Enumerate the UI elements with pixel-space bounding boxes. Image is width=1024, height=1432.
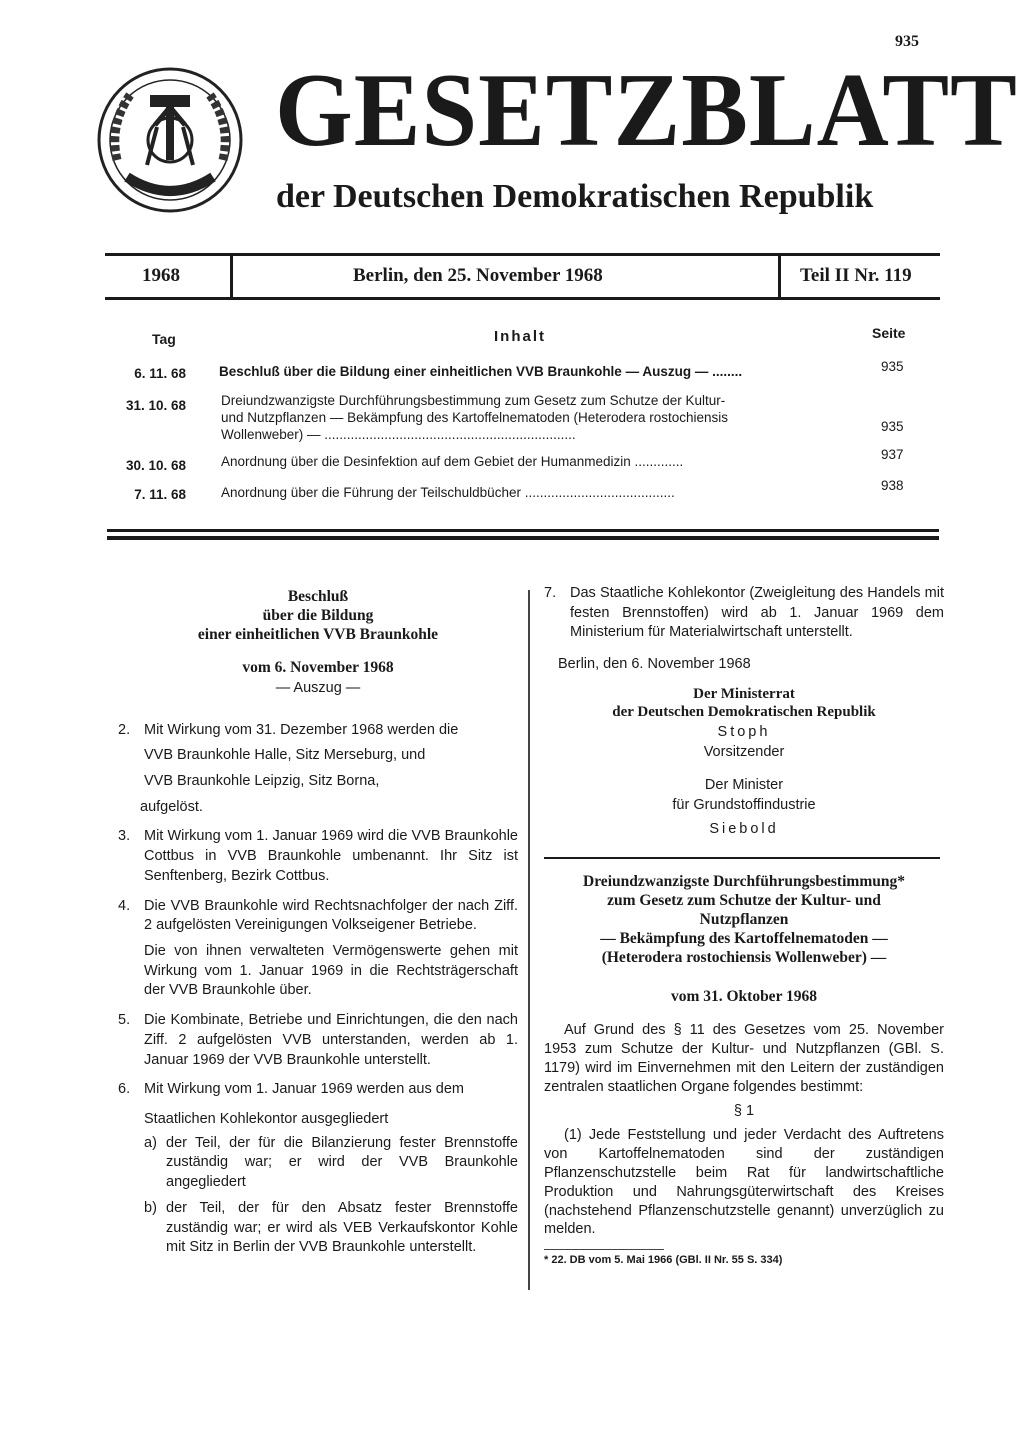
subitem-label: b) xyxy=(144,1199,157,1216)
toc-entry-title: Beschluß über die Bildung einer einheitlichen VVB Braunkohle — Auszug — ........ xyxy=(219,364,743,379)
decision-heading xyxy=(118,588,518,645)
ordinance-paragraph: (1) Jede Feststellung und jeder Verdacht des Auftretens von Kartoffelnematoden sind der zuständigen Pflanzenschutzstelle beim Rat für landwirtschaftliche Produktion und Nahrungsgüterwirtschaft des Kreises (nachstehend Pflanzenschutzstelle genannt) unverzüglich zu melden. xyxy=(544,1127,944,1238)
item-number: 4. xyxy=(118,897,131,914)
section-divider-rule xyxy=(107,529,939,532)
decision-item-6a xyxy=(144,1134,518,1193)
page-number: 935 xyxy=(895,33,919,50)
subitem-label: a) xyxy=(144,1134,157,1151)
toc-entry-page: 935 xyxy=(881,419,904,434)
minister-signature-block xyxy=(544,776,944,815)
issue-place-date: Berlin, den 25. November 1968 xyxy=(353,265,603,286)
item-line: aufgelöst. xyxy=(140,798,203,815)
left-column xyxy=(118,588,518,1258)
toc-entry-date: 6. 11. 68 xyxy=(134,366,186,381)
item-line: VVB Braunkohle Leipzig, Sitz Borna, xyxy=(144,772,380,789)
toc-column-page: Seite xyxy=(872,325,906,341)
issue-bar-divider xyxy=(778,254,781,299)
issue-year: 1968 xyxy=(142,265,180,286)
signer-role: Vorsitzender xyxy=(703,743,785,760)
gdr-coat-of-arms-seal xyxy=(95,65,245,215)
decision-item-6 xyxy=(118,1080,518,1100)
toc-title: Inhalt xyxy=(494,328,546,345)
footnote: * 22. DB vom 5. Mai 1966 (GBl. II Nr. 55 S. 334) xyxy=(544,1254,783,1267)
item-line: VVB Braunkohle Halle, Sitz Merseburg, und xyxy=(144,747,426,764)
masthead-title: GESETZBLATT xyxy=(275,51,1018,169)
subitem-text: der Teil, der für die Bilanzierung fester Brennstoffe zuständig war; er wird der VVB Braunkohle angegliedert xyxy=(166,1134,518,1191)
right-column xyxy=(544,584,944,1268)
decision-item-7 xyxy=(544,584,944,643)
item-text: Die VVB Braunkohle wird Rechtsnachfolger der nach Ziff. 2 aufgelösten Vereinigungen Volkseigener Betriebe. xyxy=(144,897,518,934)
ordinance-preamble: Auf Grund des § 11 des Gesetzes vom 25. November 1953 zum Schutze der Kultur- und Nutzpflanzen (GBl. S. 1179) wird im Einvernehmen mit den Leitern der zuständigen zentralen staatlichen Organe folgendes bestimmt: xyxy=(544,1022,944,1095)
decision-item-3 xyxy=(118,827,518,886)
decision-item-4 xyxy=(118,897,518,1002)
item-line: Staatlichen Kohlekontor ausgegliedert xyxy=(144,1111,389,1128)
item-line: Mit Wirkung vom 1. Januar 1969 werden aus dem xyxy=(144,1081,464,1098)
section-divider-rule xyxy=(107,536,939,540)
issue-bar-divider xyxy=(230,254,233,299)
section-symbol: § 1 xyxy=(733,1103,755,1120)
minister-line: Der Minister xyxy=(704,777,784,794)
toc-column-tag: Tag xyxy=(152,331,176,347)
toc-entry-page: 935 xyxy=(881,359,904,374)
item-text: Mit Wirkung vom 1. Januar 1969 wird die VVB Braunkohle Cottbus in VVB Braunkohle umbenannt. Ihr Sitz ist Senftenberg, Bezirk Cottbus. xyxy=(144,828,518,884)
item-number: 7. xyxy=(544,585,557,601)
toc-entry-page: 938 xyxy=(881,478,904,493)
decision-item-6b xyxy=(144,1199,518,1258)
decision-excerpt-note: — Auszug — xyxy=(275,679,361,696)
ordinance-heading-line: Nutzpflanzen xyxy=(699,911,789,929)
item-text: Die Kombinate, Betriebe und Einrichtungen, die den nach Ziff. 2 aufgelösten VVB unterstanden, werden ab 1. Januar 1969 der VVB Braunkohle unterstellt. xyxy=(144,1012,518,1068)
issue-number: Teil II Nr. 119 xyxy=(800,265,912,286)
decision-heading-line: einer einheitlichen VVB Braunkohle xyxy=(197,625,439,643)
item-text: Die von ihnen verwalteten Vermögenswerte gehen mit Wirkung vom 1. Januar 1969 in die Rechtsträgerschaft der VVB Braunkohle über. xyxy=(144,942,518,999)
decision-heading-line: Beschluß xyxy=(287,588,349,605)
subitem-text: der Teil, der für den Absatz fester Brennstoffe zuständig war; er wird als VEB Verkaufskontor Kohle mit Sitz in Berlin der VVB Braunkohle unterstellt. xyxy=(166,1199,518,1256)
toc-entry-title: Anordnung über die Führung der Teilschuldbücher ........................................ xyxy=(221,485,675,500)
toc-entry-title: Wollenweber) — ................................................................... xyxy=(221,427,576,442)
ordinance-heading-line: zum Gesetz zum Schutze der Kultur- und xyxy=(607,892,881,910)
minister-line: für Grundstoffindustrie xyxy=(672,797,816,814)
decision-item-5 xyxy=(118,1011,518,1070)
toc-entry-title: Anordnung über die Desinfektion auf dem Gebiet der Humanmedizin ............. xyxy=(221,454,684,469)
item-number: 6. xyxy=(118,1081,131,1098)
toc-entry-page: 937 xyxy=(881,447,904,462)
signer-name: Stoph xyxy=(717,723,771,740)
item-text: Das Staatliche Kohlekontor (Zweigleitung des Handels mit festen Brennstoffen) wird ab 1. Januar 1969 dem Ministerium für Materialwirtschaft unterstellt. xyxy=(570,585,944,641)
column-separator xyxy=(528,590,530,1290)
toc-entry-date: 31. 10. 68 xyxy=(125,398,186,413)
toc-entry-date: 7. 11. 68 xyxy=(134,487,186,502)
decision-item-2 xyxy=(118,721,518,792)
decision-date: vom 6. November 1968 xyxy=(242,658,394,676)
signer-name: Siebold xyxy=(709,820,779,837)
ordinance-date: vom 31. Oktober 1968 xyxy=(670,988,818,1005)
section-divider-rule xyxy=(544,857,940,859)
ordinance-heading xyxy=(544,873,944,968)
masthead-subtitle: der Deutschen Demokratischen Republik xyxy=(276,178,874,215)
item-line: Mit Wirkung vom 31. Dezember 1968 werden die xyxy=(144,721,459,738)
ordinance-heading-line: Dreiundzwanzigste Durchführungsbestimmung* xyxy=(583,873,905,891)
signing-place-date: Berlin, den 6. November 1968 xyxy=(558,656,751,673)
ordinance-heading-line: — Bekämpfung des Kartoffelnematoden — xyxy=(600,930,888,948)
decision-heading-line: über die Bildung xyxy=(262,606,374,624)
item-number: 3. xyxy=(118,828,131,845)
item-number: 5. xyxy=(118,1012,131,1029)
toc-entry-date: 30. 10. 68 xyxy=(125,458,186,473)
toc-entry-title: und Nutzpflanzen — Bekämpfung des Kartoffelnematoden (Heterodera rostochiensis xyxy=(221,410,729,425)
toc-entry-title: Dreiundzwanzigste Durchführungsbestimmung zum Gesetz zum Schutze der Kultur- xyxy=(221,393,726,408)
council-signature-block xyxy=(544,685,944,721)
footnote-rule xyxy=(544,1249,664,1250)
council-line: der Deutschen Demokratischen Republik xyxy=(612,703,876,720)
ordinance-heading-line: (Heterodera rostochiensis Wollenweber) — xyxy=(601,949,887,967)
item-number: 2. xyxy=(118,721,131,738)
council-line: Der Ministerrat xyxy=(693,685,795,702)
